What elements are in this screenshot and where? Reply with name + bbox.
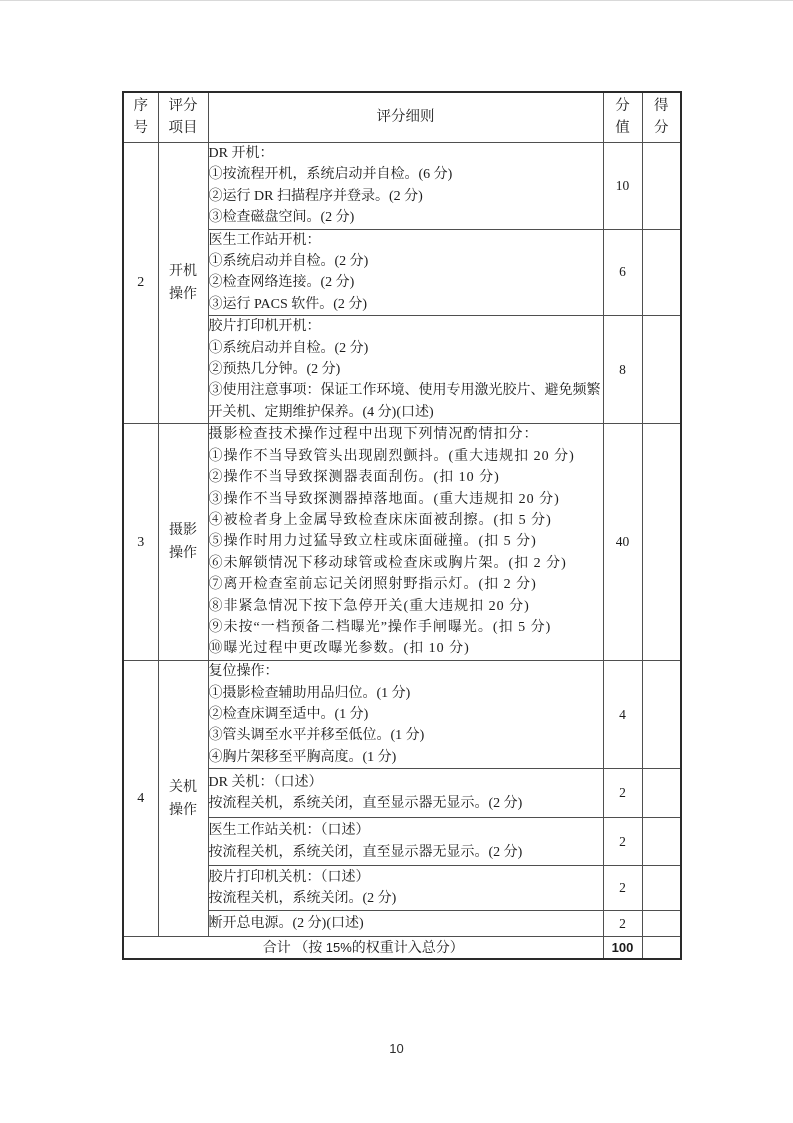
detail-line: ③管头调至水平并移至低位。(1 分) [208,728,425,744]
detail-line: ①按流程开机，系统启动并自检。(6 分) [208,167,453,183]
section-label [158,142,208,424]
detail-line: ⑧非紧急情况下按下急停开关(重大违规扣 20 分) [208,598,530,614]
score-cell [642,424,681,661]
section-number: 3 [123,424,158,661]
section-label [158,424,208,661]
detail-cell [208,818,603,866]
detail-line: 按流程关机，系统关闭。(2 分) [208,891,397,907]
score-cell [642,818,681,866]
section-label-line2: 操作 [169,802,197,818]
detail-line: 胶片打印机开机： [208,319,321,335]
detail-line: ②检查网络连接。(2 分) [208,275,355,291]
total-label-prefix: 合计 （按 [262,941,326,957]
col-header-seq [123,92,158,142]
total-score-cell [642,937,681,959]
table-row-dr-startup [123,142,681,229]
col-header-item-line1: 评分 [168,98,198,115]
detail-line: 胶片打印机关机：（口述） [208,869,370,885]
detail-line: ②预热几分钟。(2 分) [208,361,341,377]
detail-line: ⑦离开检查室前忘记关闭照射野指示灯。(扣 2 分) [208,577,537,593]
detail-line: ⑩曝光过程中更改曝光参数。(扣 10 分) [208,641,470,657]
points-cell: 2 [603,818,642,866]
section-label-line1: 开机 [169,263,197,279]
detail-line: ③使用注意事项：保证工作环境、使用专用激光胶片、避免频繁开关机、定期维护保养。(4 分)(口述) [208,383,601,420]
section-label-line2: 操作 [169,286,197,302]
scoring-rubric-table [122,91,682,960]
page-number: 10 [389,1041,404,1056]
detail-line: ②检查床调至适中。(1 分) [208,706,369,722]
score-cell [642,316,681,424]
detail-line: 摄影检查技术操作过程中出现下列情况酌情扣分： [208,427,539,443]
detail-line: ①系统启动并自检。(2 分) [208,340,369,356]
points-cell: 2 [603,769,642,818]
detail-cell [208,769,603,818]
detail-line: ⑤操作时用力过猛导致立柱或床面碰撞。(扣 5 分) [208,534,537,550]
points-cell: 6 [603,229,642,316]
points-cell: 2 [603,911,642,937]
table-row-radiography-operation [123,424,681,661]
section-label-line1: 摄影 [169,523,197,539]
detail-cell [208,424,603,661]
col-header-points [603,92,642,142]
section-number: 4 [123,661,158,937]
points-cell: 4 [603,661,642,769]
score-cell [642,866,681,911]
detail-line: 医生工作站开机： [208,232,321,248]
score-cell [642,661,681,769]
table-row-reset-operation [123,661,681,769]
detail-line: DR 开机： [208,145,274,161]
detail-cell [208,911,603,937]
score-cell [642,911,681,937]
section-label-line2: 操作 [169,546,197,562]
detail-line: 医生工作站关机：（口述） [208,823,370,839]
detail-line: ②操作不当导致探测器表面刮伤。(扣 10 分) [208,470,500,486]
total-label-suffix: 的权重计入总分） [351,941,464,957]
col-header-score-line1: 得 [654,98,669,115]
points-cell: 40 [603,424,642,661]
section-label [158,661,208,937]
total-label-cell [123,937,603,959]
detail-line: ⑨未按“一档预备二档曝光”操作手闸曝光。(扣 5 分) [208,620,552,636]
detail-line: 断开总电源。(2 分)(口述) [208,915,364,931]
points-cell: 10 [603,142,642,229]
col-header-points-line2: 值 [615,120,630,137]
col-header-seq-line2: 号 [133,120,148,137]
detail-cell [208,316,603,424]
detail-line: ⑥未解锁情况下移动球管或检查床或胸片架。(扣 2 分) [208,555,567,571]
detail-line: ①摄影检查辅助用品归位。(1 分) [208,685,411,701]
col-header-score-line2: 分 [654,120,669,137]
detail-line: 复位操作： [208,664,279,680]
col-header-item-line2: 项目 [168,120,198,137]
col-header-seq-line1: 序 [133,98,148,115]
detail-cell [208,661,603,769]
detail-line: ②运行 DR 扫描程序并登录。(2 分) [208,188,423,204]
points-cell: 2 [603,866,642,911]
table-row-total [123,937,681,959]
total-weight-percent: 15% [325,940,352,956]
section-number: 2 [123,142,158,424]
points-cell: 8 [603,316,642,424]
score-cell [642,229,681,316]
detail-line: 按流程关机，系统关闭，直至显示器无显示。(2 分) [208,796,523,812]
col-header-item [158,92,208,142]
detail-line: 按流程关机，系统关闭，直至显示器无显示。(2 分) [208,844,523,860]
detail-line: ④被检者身上金属导致检查床床面被刮擦。(扣 5 分) [208,513,552,529]
detail-line: ①系统启动并自检。(2 分) [208,253,369,269]
detail-line: DR 关机：（口述） [208,774,323,790]
col-header-score [642,92,681,142]
score-cell [642,769,681,818]
detail-line: ③操作不当导致探测器掉落地面。(重大违规扣 20 分) [208,491,560,507]
detail-line: ③检查磁盘空间。(2 分) [208,209,355,225]
col-header-points-line1: 分 [615,98,630,115]
detail-line: ③运行 PACS 软件。(2 分) [208,296,368,312]
total-points-cell: 100 [603,937,642,959]
detail-cell [208,866,603,911]
detail-cell [208,142,603,229]
col-header-detail: 评分细则 [208,92,603,142]
detail-cell [208,229,603,316]
table-header-row [123,92,681,142]
section-label-line1: 关机 [169,779,197,795]
detail-line: ④胸片架移至平胸高度。(1 分) [208,749,397,765]
score-cell [642,142,681,229]
detail-line: ①操作不当导致管头出现剧烈颤抖。(重大违规扣 20 分) [208,448,575,464]
